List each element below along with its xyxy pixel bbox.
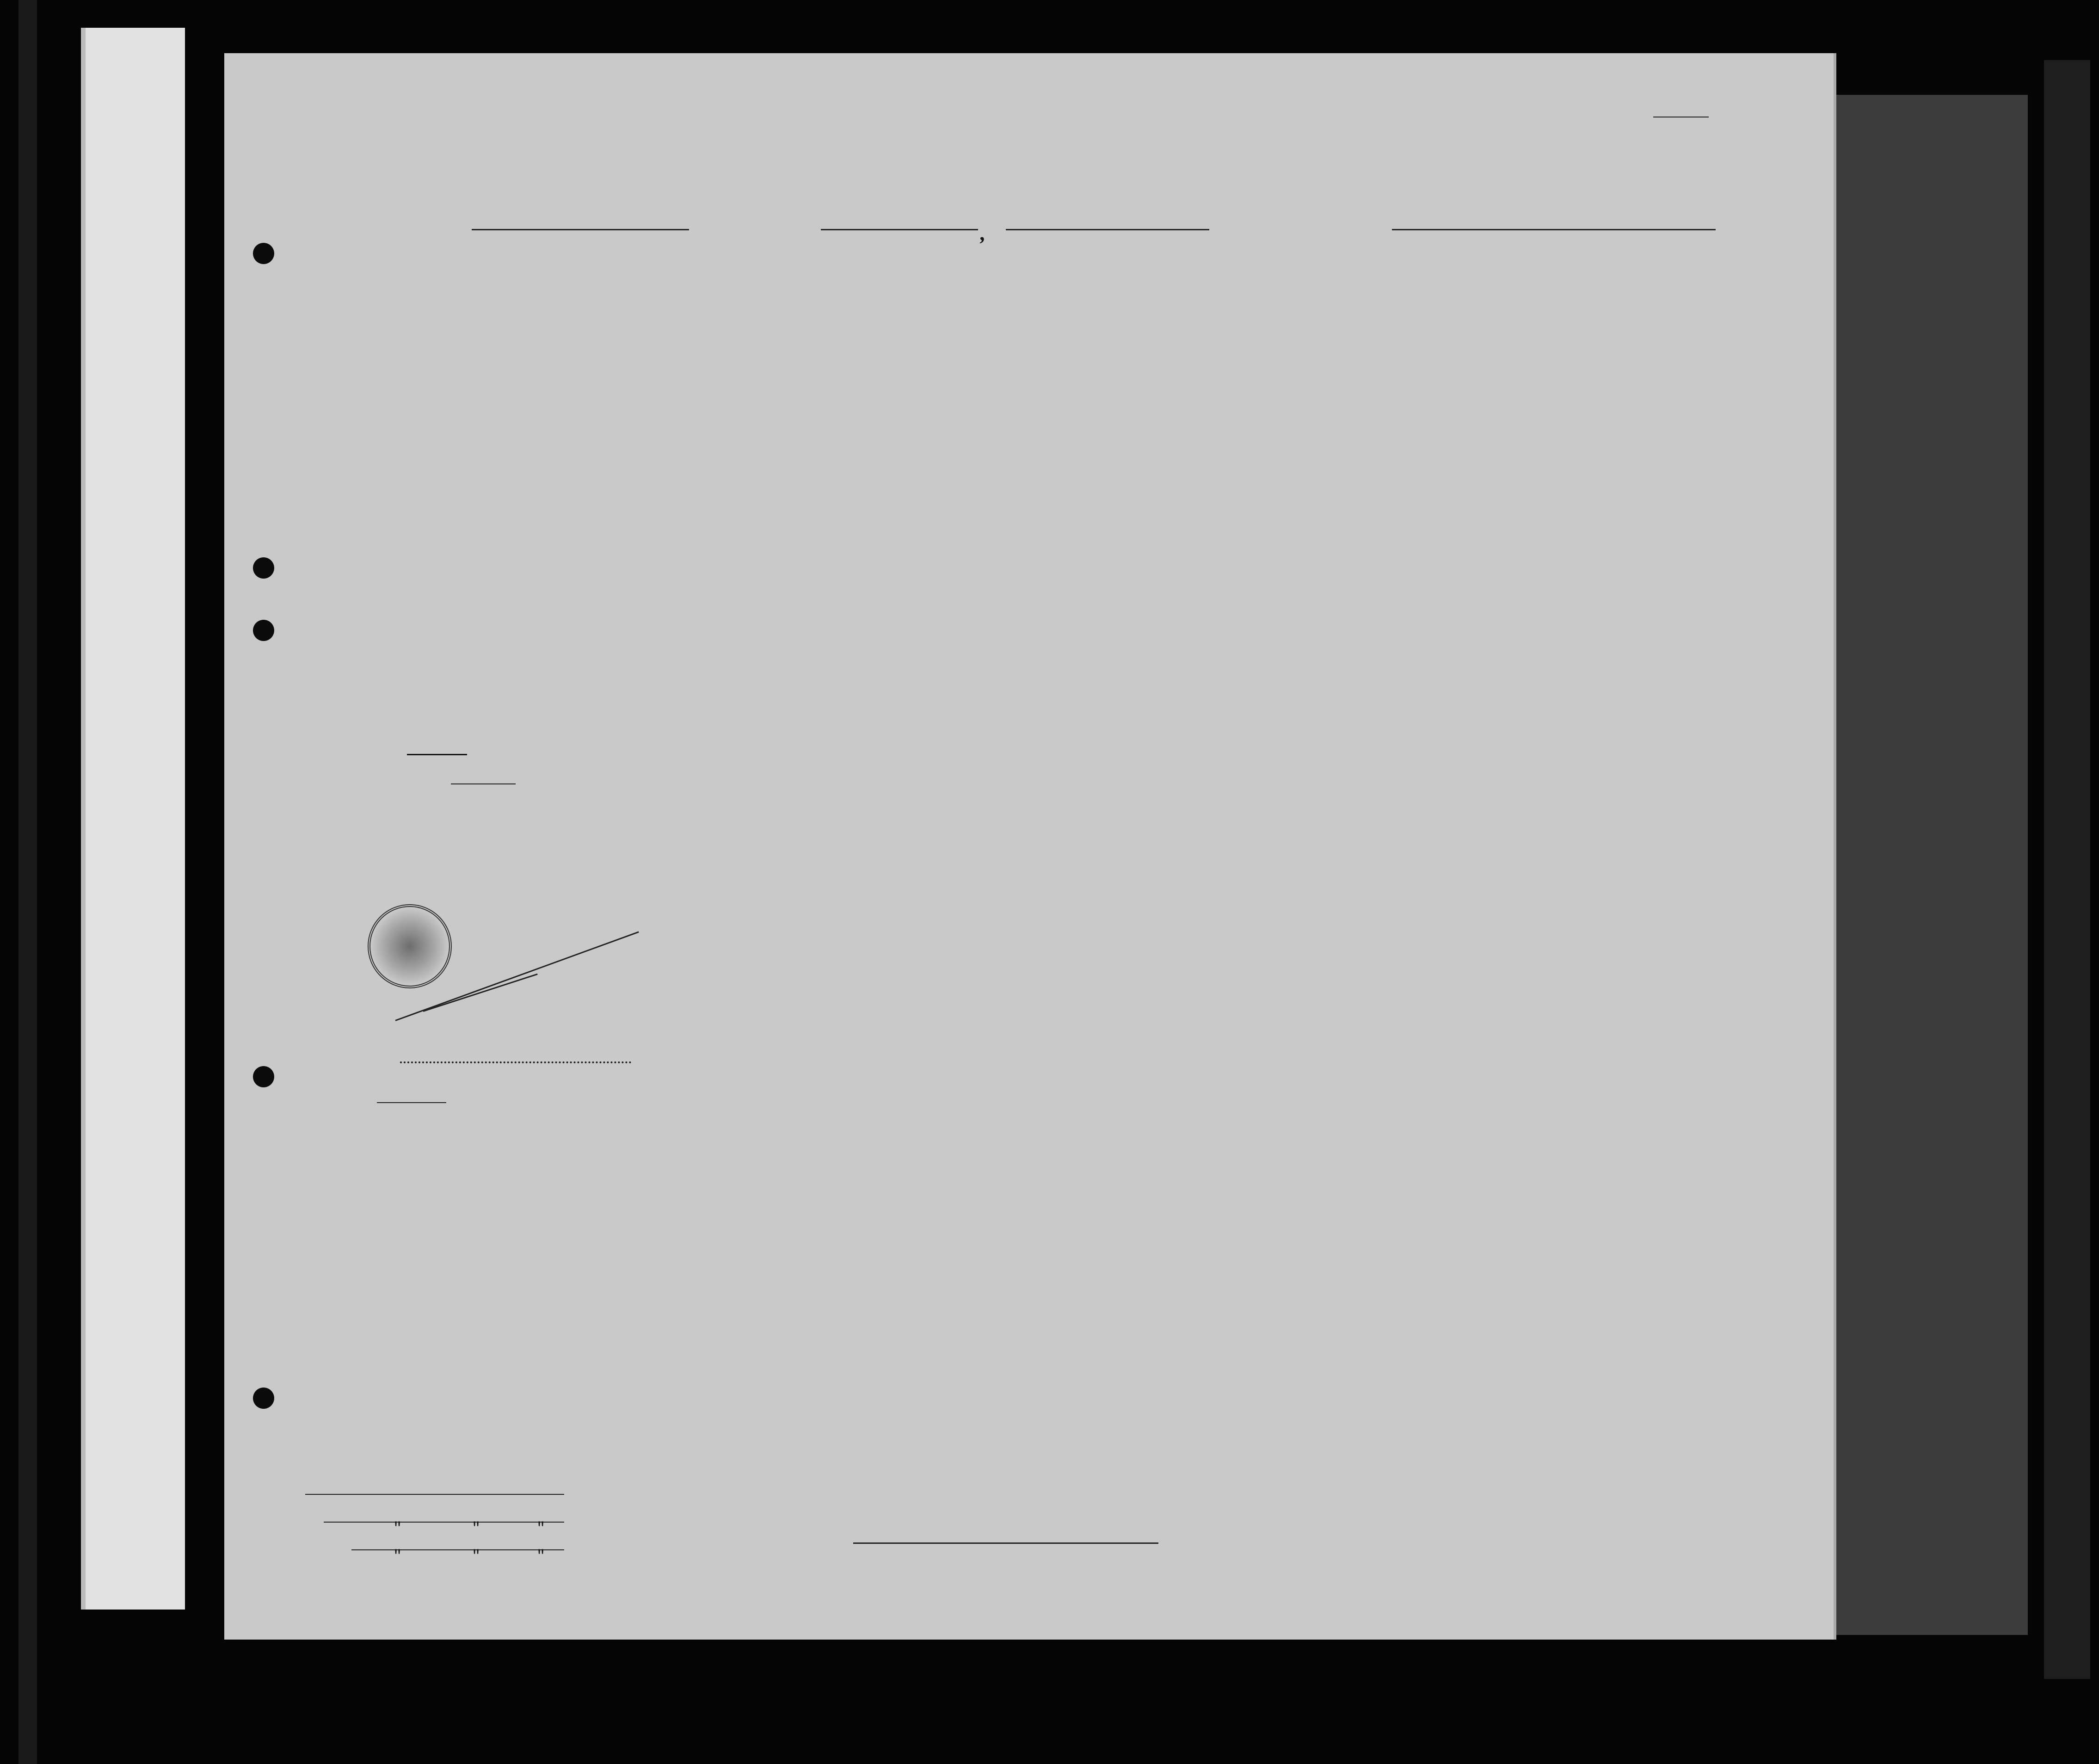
closed-with-line (407, 735, 467, 761)
right-page-edge (1834, 95, 2028, 1635)
consulate-stamp (377, 775, 728, 1145)
consular-seal (368, 904, 452, 988)
line-value (305, 1494, 564, 1495)
far-right-scan-edge (2044, 60, 2090, 1679)
owners-value (324, 1520, 564, 1537)
ditto-mark: " (536, 1520, 546, 1537)
service-no (377, 1094, 446, 1105)
service-no-value (377, 1102, 446, 1103)
ditto-mark: " (472, 1548, 481, 1565)
stamp-no-value (451, 783, 516, 784)
ditto-mark: " (393, 1520, 402, 1537)
ditto-mark: " (536, 1548, 546, 1565)
comma-1: , (980, 221, 986, 245)
ditto-mark: " (393, 1548, 402, 1565)
ledger-margin-strip (81, 28, 185, 1610)
stamp-strike-2 (423, 974, 538, 1012)
classification-rule (400, 1061, 631, 1063)
closed-count (407, 754, 467, 755)
inspector-signature-line (853, 1542, 1158, 1544)
footer (273, 1494, 1799, 1610)
manifest-sheet (224, 53, 1836, 1640)
ditto-mark: " (472, 1520, 481, 1537)
left-scan-edge (18, 0, 37, 1764)
agents-value (351, 1548, 564, 1565)
stamp-no (451, 775, 516, 786)
